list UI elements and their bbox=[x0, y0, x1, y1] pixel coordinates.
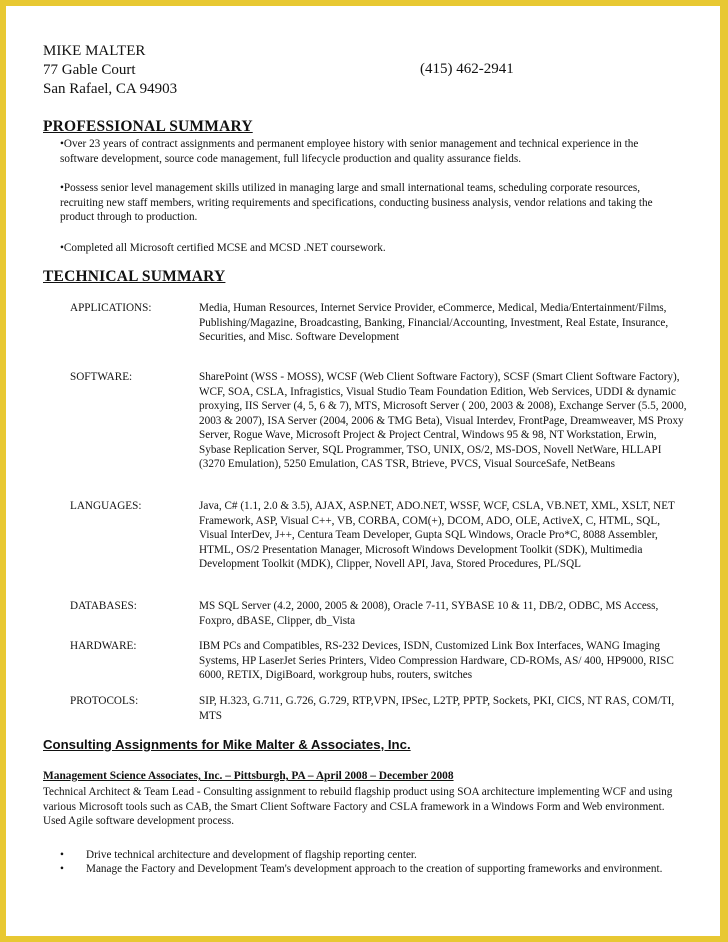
tech-label: DATABASES: bbox=[70, 600, 137, 612]
name: MIKE MALTER bbox=[43, 43, 146, 59]
professional-summary-heading: PROFESSIONAL SUMMARY bbox=[43, 118, 253, 135]
tech-value: Media, Human Resources, Internet Service Provider, eCommerce, Medical, Media/Entertainment/Films, Publishing/Magazine, Broadcasting, Banking, Financial/Accounting, Investment, Real Estate, Insurance, Securities, and Misc. Software Development bbox=[199, 302, 669, 343]
tech-value: SIP, H.323, G.711, G.726, G.729, RTP,VPN, IPSec, L2TP, PPTP, Sockets, PKI, CICS, NT RAS, COM/TI, MTS bbox=[199, 695, 675, 722]
bullet-icon: • bbox=[60, 849, 64, 861]
tech-value: SharePoint (WSS - MOSS), WCSF (Web Client Software Factory), SCSF (Smart Client Software Factory), WCF, SOA, CSLA, Infragistics, Visual Studio Team Foundation Edition, Web Services, UDDI & dynamic proxying, IIS Server (4, 5, 6 & 7), MTS, Microsoft Server ( 200, 2003 & 2008), Exchange Server (5.5, 2000, 2003 & 2007), ISA Server (2004, 2006 & TMG Beta), Visual Interdev, FrontPage, Dreamweaver, MS Proxy Server, Rogue Wave, Microsoft Project & Project Central, Windows 95 & 98, NT Workstation, Erwin, Sybase Replication Server, SQL Programmer, TSO, UNIX, OS/2, MS-DOS, Novell NetWare, HLLAPI (3270 Emulation), 5250 Emulation, CAS TSR, Btrieve, PVCS, Visual SourceSafe, NetBeans bbox=[199, 371, 687, 470]
tech-label: PROTOCOLS: bbox=[70, 695, 139, 707]
assignment-bullets bbox=[60, 848, 690, 876]
tech-label: HARDWARE: bbox=[70, 640, 137, 652]
tech-value: MS SQL Server (4.2, 2000, 2005 & 2008), Oracle 7-11, SYBASE 10 & 11, DB/2, ODBC, MS Access, Foxpro, dBASE, Clipper, db_Vista bbox=[199, 600, 659, 627]
summary-item: •Over 23 years of contract assignments and permanent employee history with senior management and technical experience in the software development, source code management, full lifecycle production and quality assurance fields. bbox=[60, 138, 639, 165]
list-item: • Manage the Factory and Development Team's development approach to the creation of supporting frameworks and environment. bbox=[60, 863, 663, 875]
tech-label: LANGUAGES: bbox=[70, 500, 142, 512]
tech-value: IBM PCs and Compatibles, RS-232 Devices, ISDN, Customized Link Box Interfaces, WANG Imaging Systems, HP LaserJet Series Printers, Video Compression Hardware, CD-ROMs, AS/ 400, HP9000, RISC 6000, RETIX, DigiBoard, workgroup hubs, routers, switches bbox=[199, 640, 674, 681]
resume-page bbox=[6, 6, 720, 936]
assignment-description: Technical Architect & Team Lead - Consulting assignment to rebuild flagship product using SOA architecture implementing WCF and using various Microsoft tools such as CAB, the Smart Client Software Factory and CSLA framework in a Windows Form and Web environment. Used Agile software development process. bbox=[43, 786, 673, 827]
address-line-2: San Rafael, CA 94903 bbox=[43, 81, 178, 97]
bullet-icon: • bbox=[60, 863, 64, 875]
consulting-heading: Consulting Assignments for Mike Malter & Associates, Inc. bbox=[43, 737, 411, 752]
tech-label: SOFTWARE: bbox=[70, 371, 133, 383]
phone-number: (415) 462-2941 bbox=[420, 61, 514, 77]
summary-item: •Completed all Microsoft certified MCSE and MCSD .NET coursework. bbox=[60, 242, 386, 254]
tech-label: APPLICATIONS: bbox=[70, 302, 152, 314]
address-line-1: 77 Gable Court bbox=[43, 62, 136, 78]
tech-value: Java, C# (1.1, 2.0 & 3.5), AJAX, ASP.NET, ADO.NET, WSSF, WCF, CSLA, VB.NET, XML, XSLT, NET Framework, ASP, Visual C++, VB, CORBA, COM(+), DCOM, ADO, OLE, ActiveX, C, HTML, SQL, Visual InterDev, J++, Centura Team Developer, Gupta SQL Windows, Oracle Pro*C, 8088 Assembler, HTML, OS/2 Presentation Manager, Microsoft Windows Development Toolkit (SDK), Multimedia Development Toolkit (MDK), Clipper, Novell API, Java, Stored Procedures, PL/SQL bbox=[199, 500, 675, 570]
contact-block bbox=[43, 42, 177, 99]
summary-item: •Possess senior level management skills utilized in managing large and small international teams, scheduling corporate resources, recruiting new staff members, writing requirements and specifications, conducting business analysis, vendor relations and taking the product through to production. bbox=[60, 182, 653, 223]
list-item: • Drive technical architecture and development of flagship reporting center. bbox=[60, 849, 417, 861]
assignment-heading: Management Science Associates, Inc. – Pittsburgh, PA – April 2008 – December 2008 bbox=[43, 770, 454, 782]
technical-summary-heading: TECHNICAL SUMMARY bbox=[43, 268, 226, 285]
